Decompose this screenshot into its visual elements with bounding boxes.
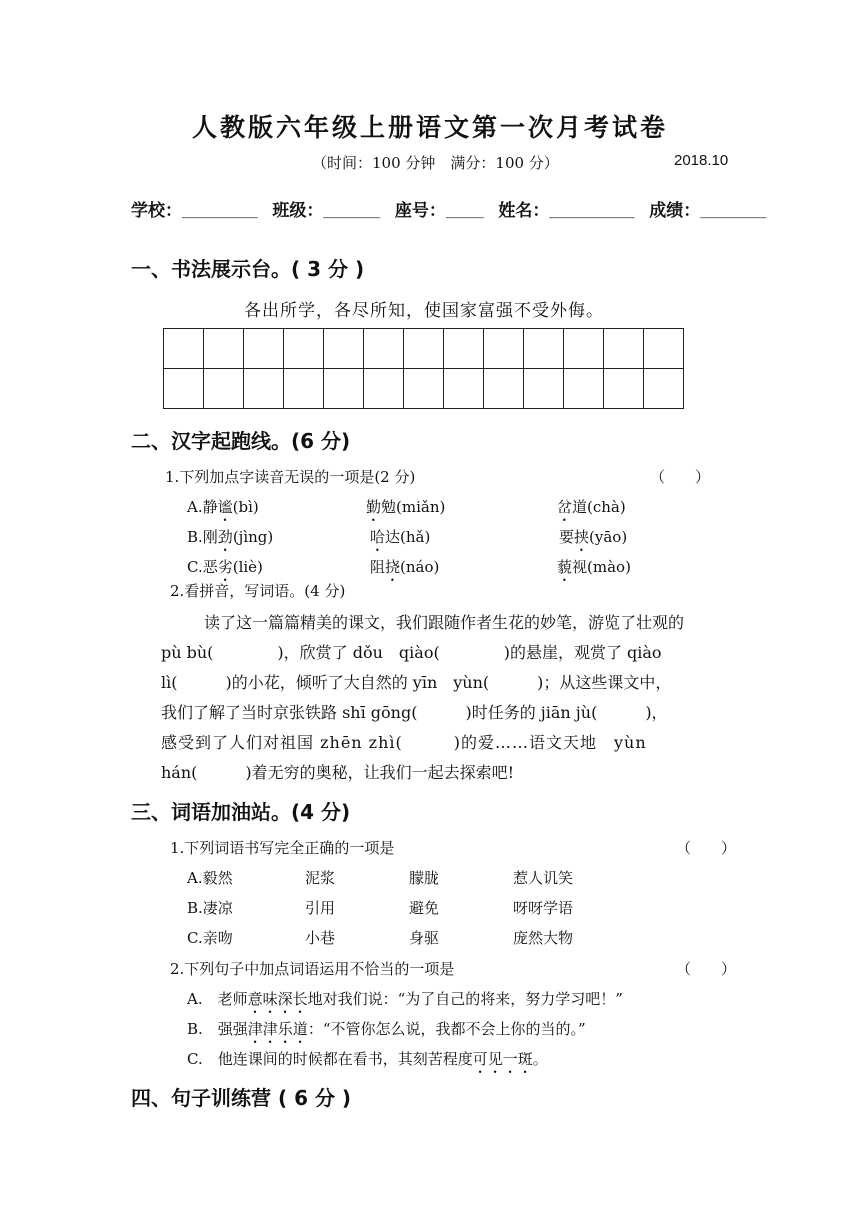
- word-option-a-1: A.毅然: [187, 869, 233, 887]
- option-b-word1: B.刚劲(jìng): [187, 528, 274, 546]
- question-2-2: 2.看拼音，写词语。(4 分): [170, 582, 346, 600]
- grid-cell[interactable]: [564, 329, 604, 369]
- word-option-b-4: 呀呀学语: [513, 899, 574, 917]
- student-info-line: [131, 196, 776, 221]
- grid-cell[interactable]: [484, 329, 524, 369]
- exam-subtitle: （时间：100 分钟 满分：100 分）: [312, 154, 559, 172]
- calligraphy-sentence: 各出所学，各尽所知，使国家富强不受外侮。: [244, 301, 604, 321]
- answer-paren: （ ）: [676, 960, 737, 978]
- question-3-2: 2.下列句子中加点词语运用不恰当的一项是: [170, 960, 455, 978]
- grid-cell[interactable]: [244, 369, 284, 409]
- word-option-c-1: C.亲吻: [187, 929, 233, 947]
- grid-cell[interactable]: [204, 329, 244, 369]
- exam-title: 人教版六年级上册语文第一次月考试卷: [191, 113, 668, 142]
- writing-grid[interactable]: [163, 328, 684, 409]
- word-option-b-2: 引用: [305, 899, 336, 917]
- word-option-c-2: 小巷: [305, 929, 336, 947]
- option-c-word3: 藐视(mào): [557, 558, 631, 576]
- grid-cell[interactable]: [364, 369, 404, 409]
- option-b-word3: 要挟(yāo): [559, 528, 628, 546]
- word-option-b-3: 避免: [409, 899, 440, 917]
- answer-paren: （ ）: [676, 839, 737, 857]
- grid-cell[interactable]: [204, 369, 244, 409]
- word-option-b-1: B.凄凉: [187, 899, 233, 917]
- sentence-option-a: A. 老师意味深长地对我们说：“为了自己的将来，努力学习吧！”: [187, 990, 623, 1008]
- sentence-option-b: B. 强强津津乐道：“不管你怎么说，我都不会上你的当的。”: [187, 1020, 586, 1038]
- question-2-1: 1.下列加点字读音无误的一项是(2 分): [165, 468, 416, 486]
- option-b-word2: 哈达(hǎ): [370, 528, 431, 546]
- grid-cell[interactable]: [244, 329, 284, 369]
- name-field: 姓名：_________: [498, 201, 635, 220]
- class-field: 班级：______: [272, 201, 381, 220]
- word-option-a-2: 泥浆: [305, 869, 336, 887]
- option-a-word2: 勤勉(miǎn): [366, 498, 446, 516]
- grid-cell[interactable]: [404, 369, 444, 409]
- grid-cell[interactable]: [284, 369, 324, 409]
- school-field: 学校：________: [131, 201, 258, 220]
- grid-cell[interactable]: [644, 329, 684, 369]
- pinyin-paragraph-line-1: 读了这一篇篇精美的课文，我们跟随作者生花的妙笔，游览了壮观的: [204, 613, 685, 632]
- section-2-heading: 二、汉字起跑线。(6 分): [131, 429, 351, 453]
- grid-cell[interactable]: [164, 369, 204, 409]
- grid-cell[interactable]: [444, 369, 484, 409]
- option-c-word1: C.恶劣(liè): [187, 558, 263, 576]
- grid-cell[interactable]: [444, 329, 484, 369]
- question-3-1: 1.下列词语书写完全正确的一项是: [170, 839, 395, 857]
- grid-cell[interactable]: [484, 369, 524, 409]
- pinyin-paragraph-line-2: pù bù( )，欣赏了 dǒu qiào( )的悬崖，观赏了 qiào: [161, 643, 662, 662]
- grid-cell[interactable]: [324, 329, 364, 369]
- answer-paren: （ ）: [650, 468, 711, 486]
- grid-cell[interactable]: [324, 369, 364, 409]
- pinyin-paragraph-line-4: 我们了解了当时京张铁路 shī gōng( )时任务的 jiān jù( )，: [161, 703, 668, 722]
- grid-cell[interactable]: [604, 369, 644, 409]
- grid-cell[interactable]: [524, 369, 564, 409]
- grid-cell[interactable]: [164, 329, 204, 369]
- seat-field: 座号：____: [394, 201, 484, 220]
- section-4-heading: 四、句子训练营 ( 6 分 ): [131, 1086, 352, 1110]
- option-c-word2: 阻挠(náo): [370, 558, 440, 576]
- section-1-heading: 一、书法展示台。( 3 分 ): [131, 257, 365, 281]
- score-field: 成绩：_______: [649, 201, 767, 220]
- grid-cell[interactable]: [284, 329, 324, 369]
- option-a-word1: A.静谧(bì): [187, 498, 259, 516]
- grid-cell[interactable]: [364, 329, 404, 369]
- sentence-option-c: C. 他连课间的时候都在看书，其刻苦程度可见一斑。: [187, 1050, 548, 1068]
- grid-cell[interactable]: [644, 369, 684, 409]
- pinyin-paragraph-line-5: 感受到了人们对祖国 zhēn zhì( )的爱……语文天地 yùn: [161, 733, 647, 752]
- grid-cell[interactable]: [524, 329, 564, 369]
- word-option-c-4: 庞然大物: [513, 929, 574, 947]
- word-option-a-4: 惹人讥笑: [513, 869, 574, 887]
- section-3-heading: 三、词语加油站。(4 分): [131, 800, 351, 824]
- exam-date: 2018.10: [674, 152, 729, 169]
- grid-cell[interactable]: [604, 329, 644, 369]
- pinyin-paragraph-line-6: hán( )着无穷的奥秘，让我们一起去探索吧!: [161, 763, 515, 782]
- grid-cell[interactable]: [564, 369, 604, 409]
- pinyin-paragraph-line-3: lì( )的小花，倾听了大自然的 yīn yùn( )；从这些课文中，: [161, 673, 672, 692]
- option-a-word3: 岔道(chà): [557, 498, 626, 516]
- word-option-a-3: 朦胧: [409, 869, 440, 887]
- grid-cell[interactable]: [404, 329, 444, 369]
- word-option-c-3: 身驱: [409, 929, 440, 947]
